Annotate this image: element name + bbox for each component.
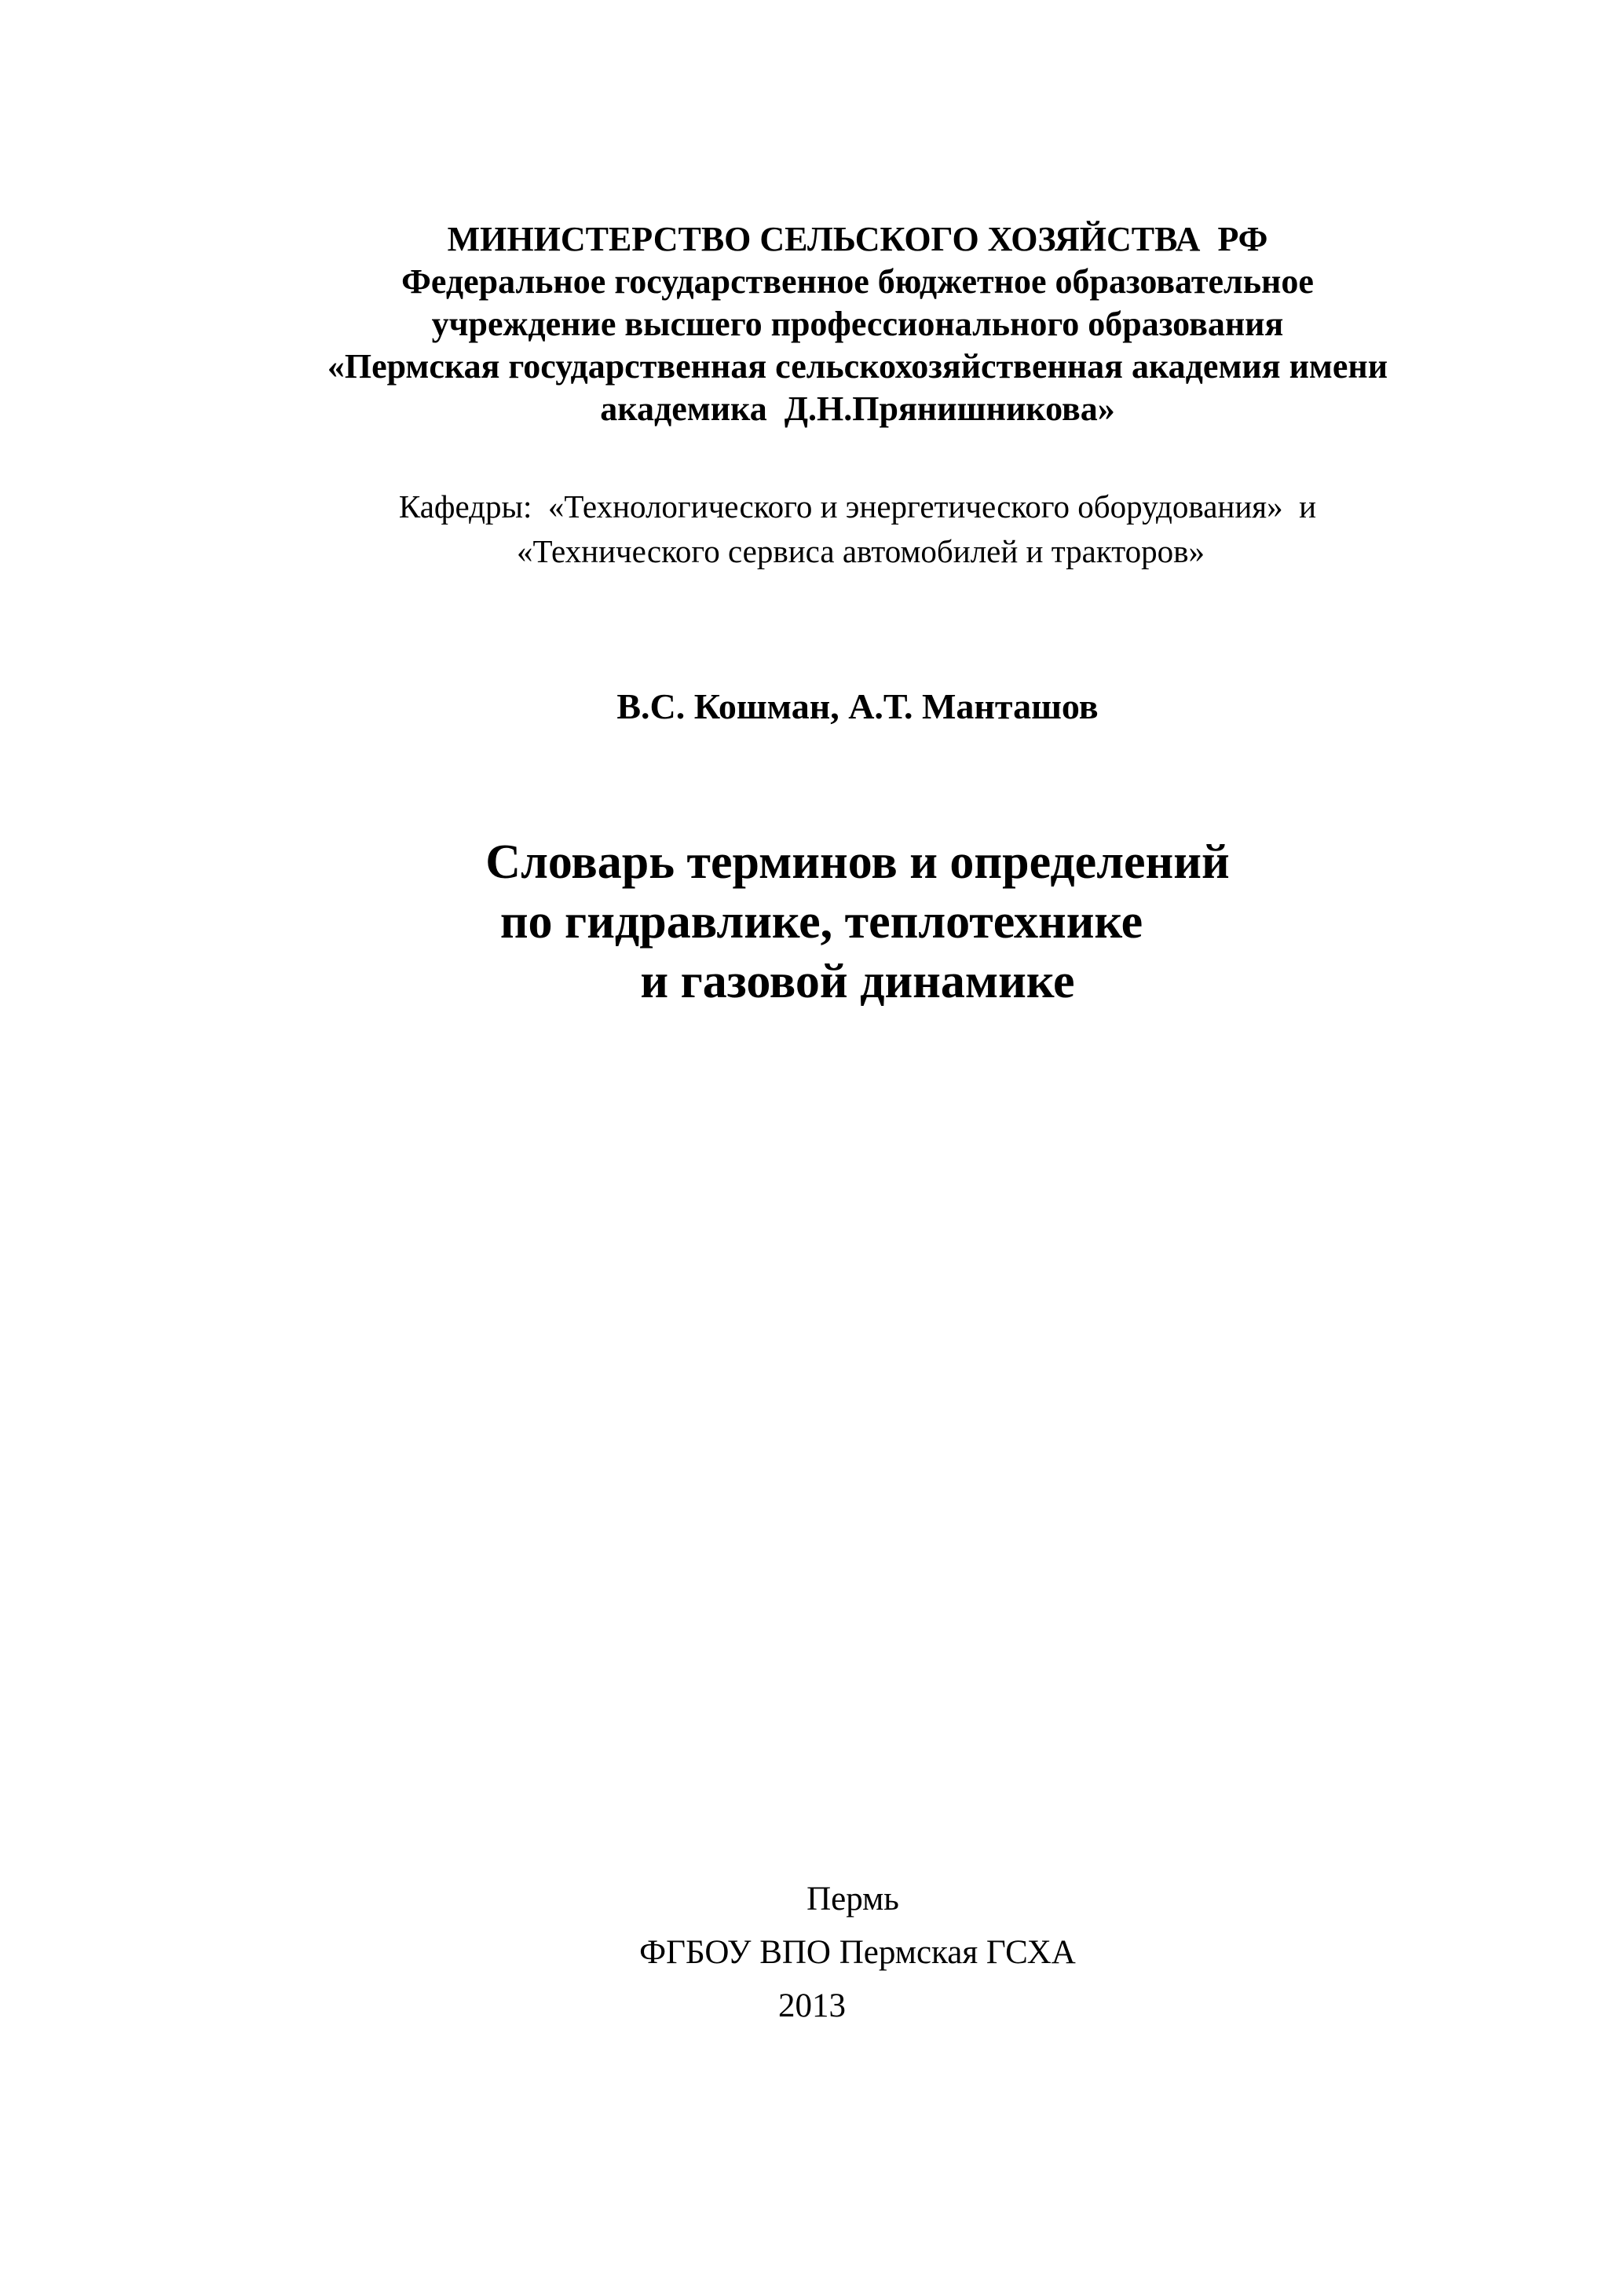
institution-type-line: Федеральное государственное бюджетное образовательное — [401, 262, 1314, 301]
year: 2013 — [778, 1987, 846, 2024]
city: Пермь — [807, 1881, 899, 1918]
publisher: ФГБОУ ВПО Пермская ГСХА — [639, 1934, 1076, 1971]
institution-education-line: учреждение высшего профессионального образования — [431, 305, 1284, 343]
document-title — [0, 832, 1624, 1011]
imprint — [0, 1873, 1624, 2033]
title-line-1: Словарь терминов и определений — [485, 835, 1230, 889]
academy-name-line: «Пермская государственная сельскохозяйственная академия имени — [327, 347, 1388, 386]
departments-line-2: «Технического сервиса автомобилей и тракторов» — [517, 533, 1205, 569]
title-line-3: и газовой динамике — [640, 955, 1075, 1008]
departments — [0, 484, 1624, 574]
academy-named-after-line: академика Д.Н.Прянишникова» — [600, 389, 1115, 428]
institution-header — [0, 218, 1624, 430]
authors: В.С. Кошман, А.Т. Манташов — [616, 686, 1099, 726]
departments-line-1: Кафедры: «Технологического и энергетического оборудования» и — [398, 488, 1317, 525]
title-line-2: по гидравлике, теплотехнике — [499, 895, 1143, 949]
ministry-line: МИНИСТЕРСТВО СЕЛЬСКОГО ХОЗЯЙСТВА РФ — [447, 220, 1268, 258]
